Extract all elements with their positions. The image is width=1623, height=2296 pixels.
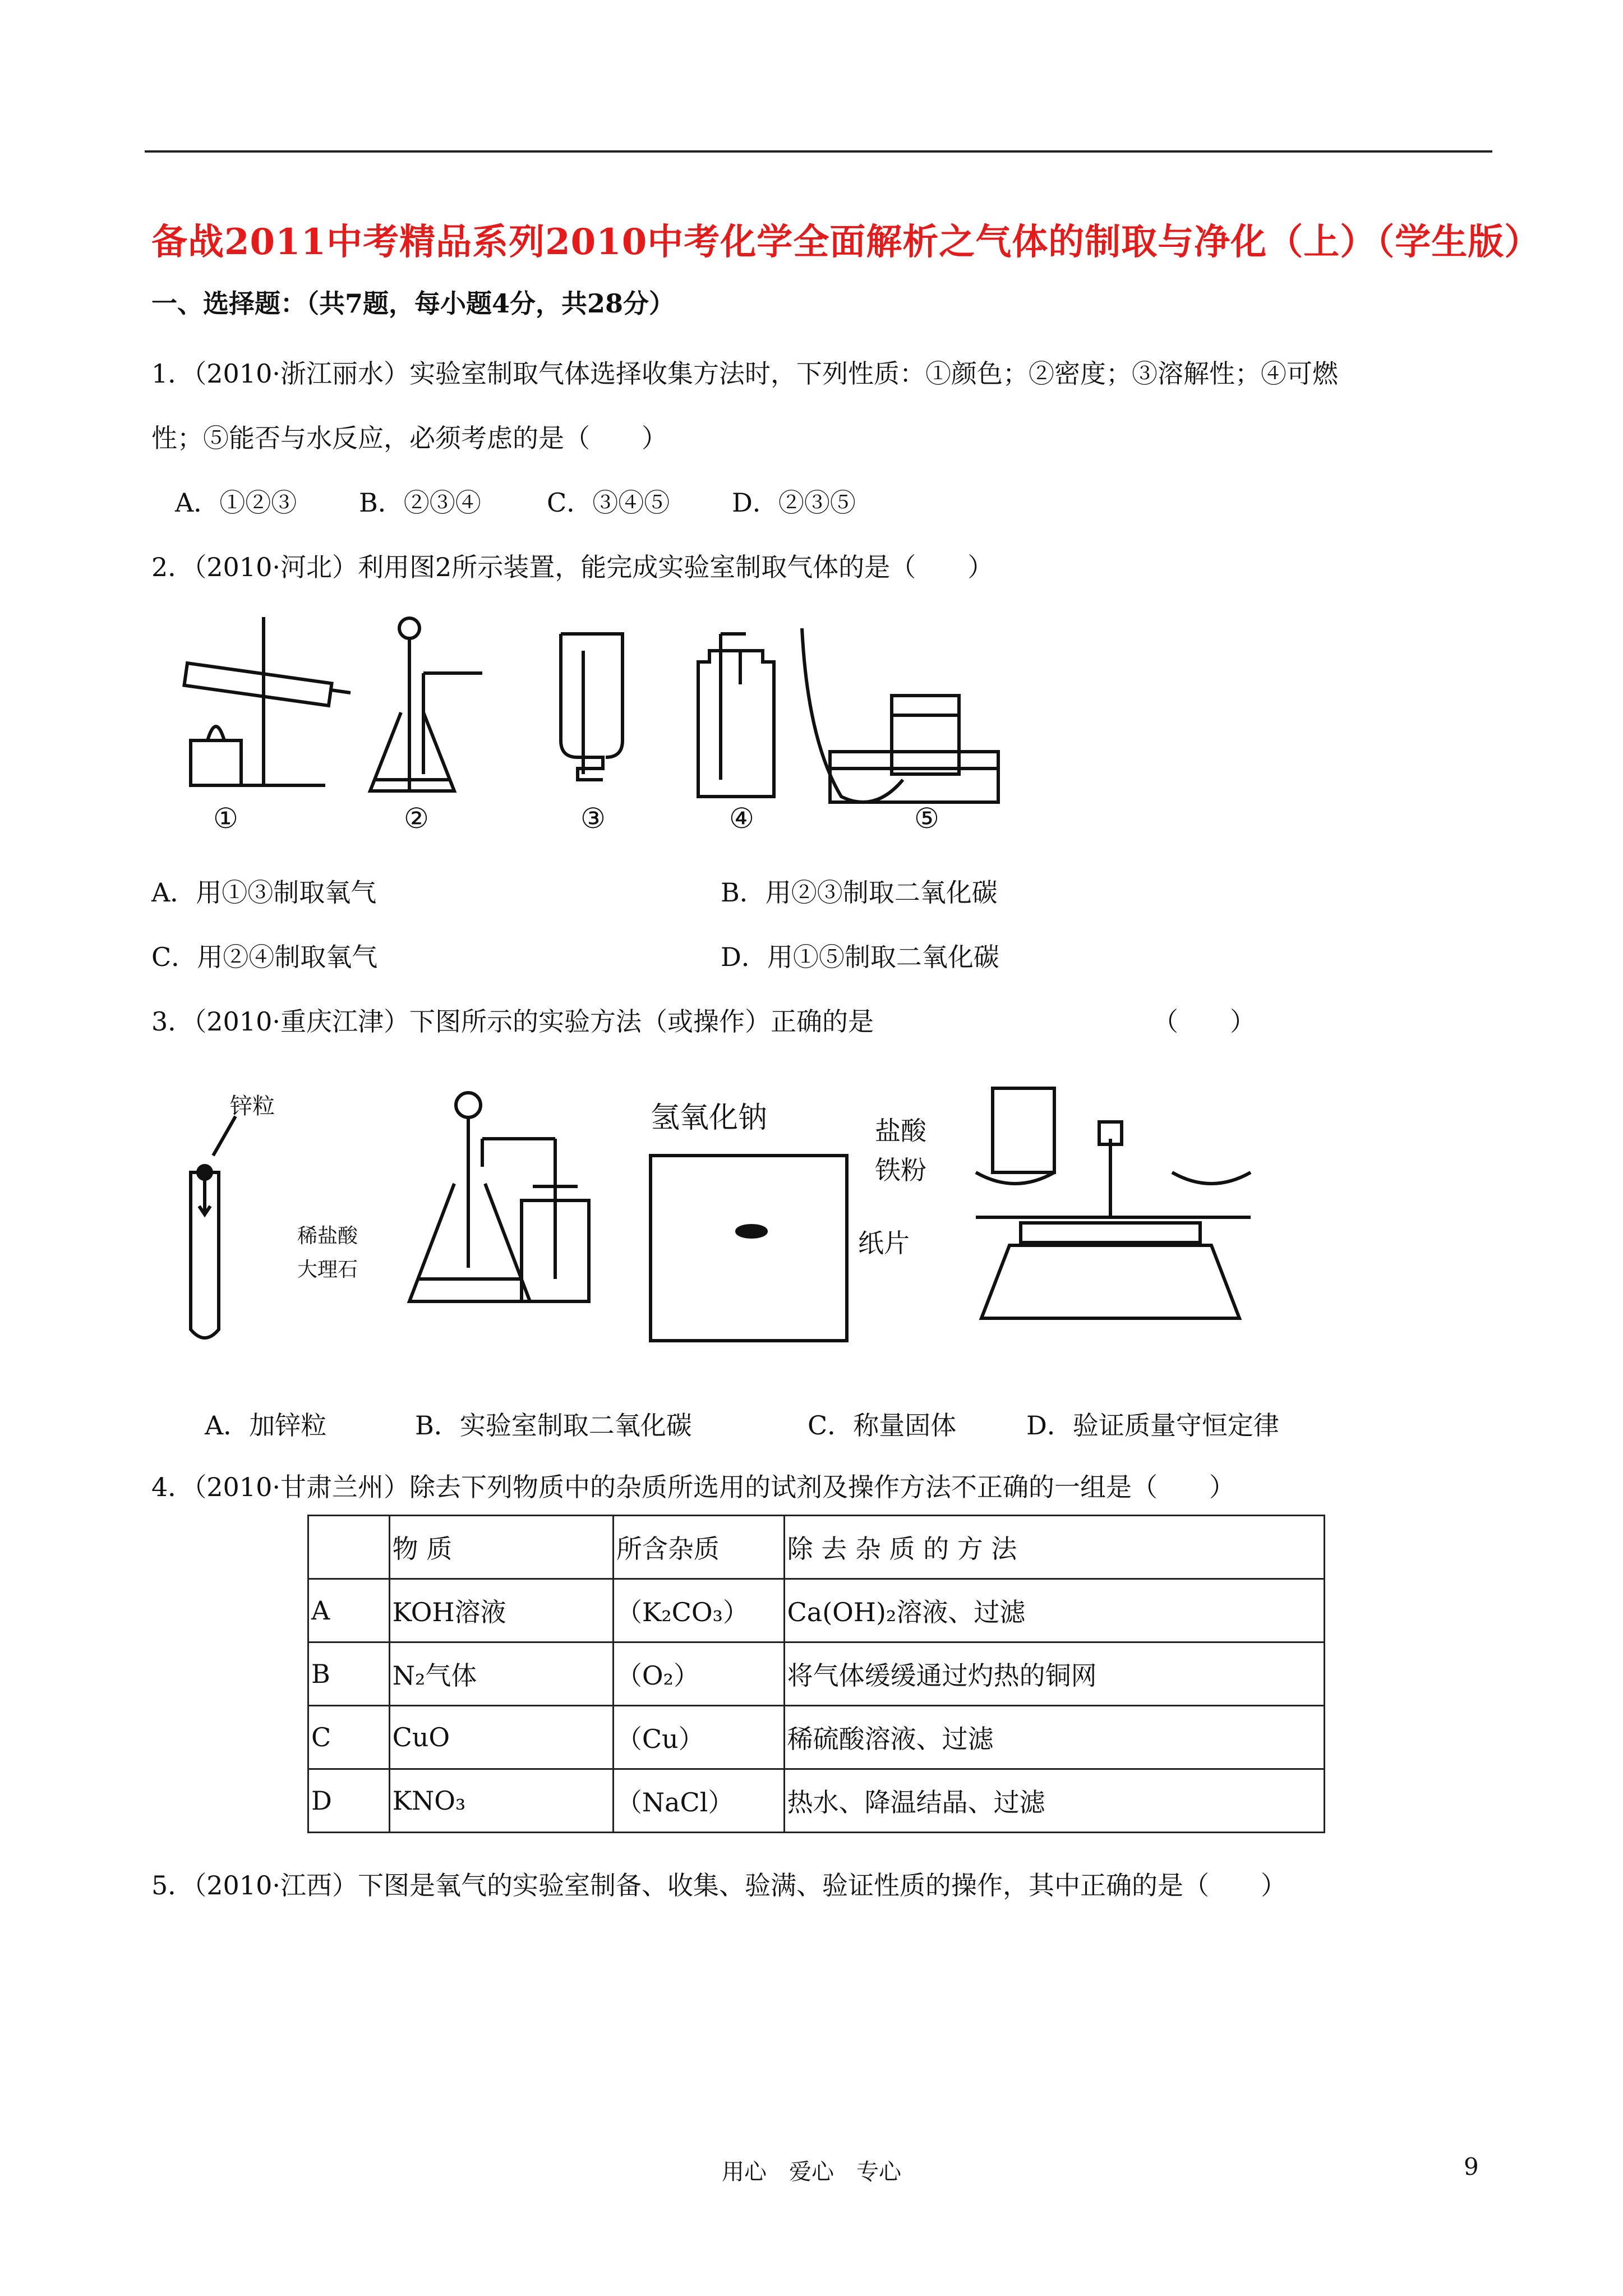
row-substance: N₂气体 [389,1642,613,1706]
q3-bracket: （ ） [1152,1006,1256,1037]
q5-text: 5．（2010·江西）下图是氧气的实验室制备、收集、验满、验证性质的操作，其中正确的是（ ） [151,1870,1287,1901]
row-impurity: （NaCl） [613,1769,784,1833]
header-cell: 物 质 [389,1516,613,1579]
q2-text: 2．（2010·河北）利用图2所示装置，能完成实验室制取气体的是（ ） [151,552,994,582]
row-method: Ca(OH)₂溶液、过滤 [784,1579,1324,1642]
page-footer: 用心 爱心 专心 [722,2159,901,2185]
table-row [308,1706,1325,1769]
row-id: A [308,1579,390,1642]
row-id: C [308,1706,390,1769]
q2-option-d: D．用①⑤制取二氧化碳 [721,942,999,972]
q3-label-zinc: 锌粒 [230,1093,275,1119]
row-method: 稀硫酸溶液、过滤 [784,1706,1324,1769]
document-title: 备战2011中考精品系列2010中考化学全面解析之气体的制取与净化（上）（学生版） [151,221,1541,263]
row-impurity: （K₂CO₃） [613,1579,784,1642]
table-row [308,1642,1325,1706]
header-cell [308,1516,390,1579]
q3-option-d: D．验证质量守恒定律 [1026,1410,1279,1441]
q1-option-d: D．②③⑤ [732,487,856,518]
q3-label-iron: 铁粉 [875,1155,926,1185]
q2-apparatus-figure [168,611,1150,836]
row-id: B [308,1642,390,1706]
table-row [308,1769,1325,1833]
row-impurity: （Cu） [613,1706,784,1769]
q1-line1: 1．（2010·浙江丽水）实验室制取气体选择收集方法时，下列性质：①颜色；②密度；③溶解性；④可燃 [151,358,1338,389]
q3-label-naoh: 氢氧化钠 [651,1101,768,1135]
q2-figure-label-1: ① [213,802,238,835]
header-cell: 除 去 杂 质 的 方 法 [784,1516,1324,1579]
row-substance: KOH溶液 [389,1579,613,1642]
q1-option-b: B．②③④ [359,487,481,518]
q2-apparatus-drawing [168,611,1150,836]
q2-figure-label-2: ② [404,802,429,835]
q1-option-c: C．③④⑤ [547,487,670,518]
section-heading: 一、选择题：（共7题，每小题4分，共28分） [151,288,675,319]
row-substance: KNO₃ [389,1769,613,1833]
table-header-row [308,1516,1325,1579]
q2-option-c: C．用②④制取氧气 [151,942,378,972]
q3-label-paper: 纸片 [858,1228,910,1258]
q2-option-a: A．用①③制取氧气 [151,877,377,908]
q2-figure-label-5: ⑤ [914,802,939,835]
header-cell: 所含杂质 [613,1516,784,1579]
q2-option-b: B．用②③制取二氧化碳 [721,877,998,908]
q2-figure-label-4: ④ [729,802,754,835]
q3-label-hcl: 盐酸 [875,1116,926,1146]
q4-text: 4．（2010·甘肃兰州）除去下列物质中的杂质所选用的试剂及操作方法不正确的一组是（ ） [151,1472,1235,1502]
q3-option-c: C．称量固体 [808,1410,957,1441]
q3-text: 3．（2010·重庆江津）下图所示的实验方法（或操作）正确的是 [151,1006,874,1037]
q3-option-a: A．加锌粒 [205,1410,327,1441]
row-method: 热水、降温结晶、过滤 [784,1769,1324,1833]
q2-figure-label-3: ③ [580,802,606,835]
q1-line2: 性；⑤能否与水反应，必须考虑的是（ ） [151,423,667,453]
page-number: 9 [1464,2153,1479,2180]
q3-figure [185,1083,1279,1352]
header-rule [145,150,1492,153]
row-substance: CuO [389,1706,613,1769]
q4-table [307,1515,1325,1833]
q1-option-a: A．①②③ [175,487,297,518]
row-id: D [308,1769,390,1833]
q3-option-b: B．实验室制取二氧化碳 [415,1410,692,1441]
q3-label-acid: 稀盐酸 [297,1225,358,1248]
row-method: 将气体缓缓通过灼热的铜网 [784,1642,1324,1706]
row-impurity: （O₂） [613,1642,784,1706]
q3-label-marble: 大理石 [297,1258,358,1281]
table-row [308,1579,1325,1642]
